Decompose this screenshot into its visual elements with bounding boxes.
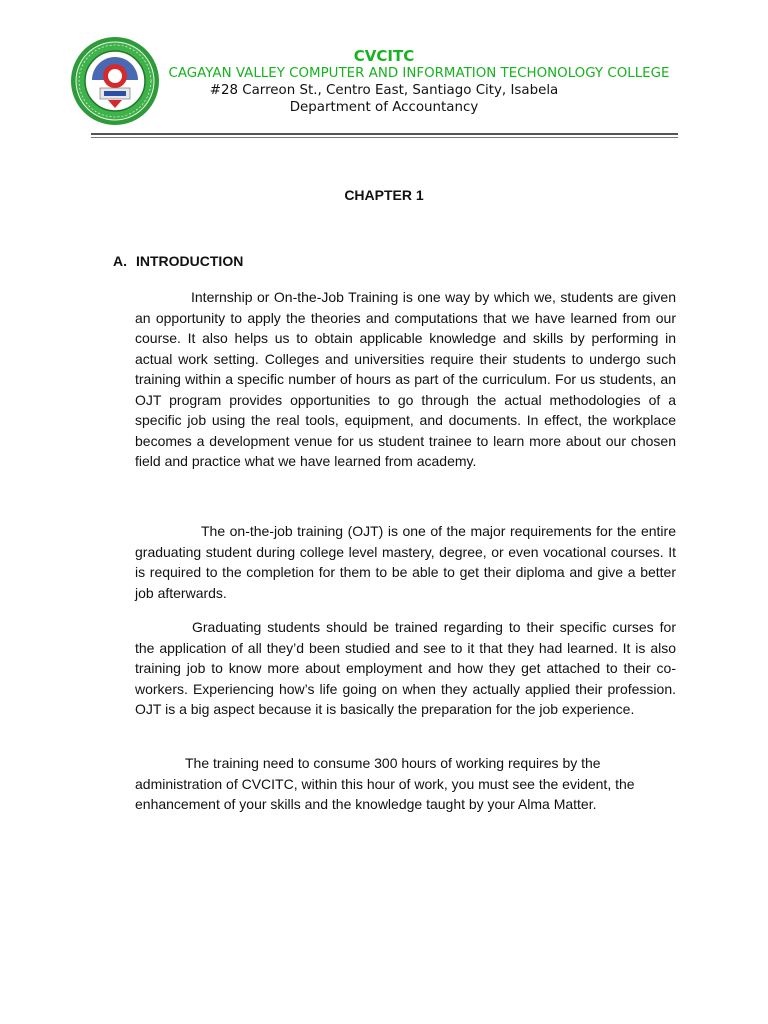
section-heading [113,253,243,269]
paragraph: Internship or On-the-Job Training is one way by which we, students are given an opportunity to apply the theories and computations that we have learned from our course. It also helps us to obtain applicable knowledge and skills by performing in actual work setting. Colleges and universities require their students to undergo such training within a specific number of hours as part of the curriculum. For us students, an OJT program provides opportunities to go through the actual methodologies of a specific job using the real tools, equipment, and documents. In effect, the workplace becomes a development venue for us student trainee to learn more about our chosen field and practice what we have learned from academy. [135,289,676,469]
header-divider-thin [91,137,678,138]
department-name: Department of Accountancy [289,100,479,115]
college-acronym: CVCITC [353,47,415,65]
paragraph: Graduating students should be trained regarding to their specific curses for the application of all they’d been studied and see to it that they had learned. It is also training job to know more about employment and how they get attached to their co-workers. Experiencing how’s life going on when they actually applied their profession. OJT is a big aspect because it is basically the preparation for the job experience. [135,619,676,717]
paragraph: The training need to consume 300 hours of working requires by the administration of CVCITC, within this hour of work, you must see the evident, the enhancement of your skills and the knowledge taught by your Alma Matter. [135,755,635,812]
college-address: #28 Carreon St., Centro East, Santiago City, Isabela [209,83,559,98]
chapter-title: CHAPTER 1 [344,187,424,203]
header-divider-thick [91,133,678,135]
paragraph: The on-the-job training (OJT) is one of the major requirements for the entire graduating student during college level mastery, degree, or even vocational courses. It is required to the completion for them to be able to get their diploma and give a better job afterwards. [135,523,676,601]
college-name: CAGAYAN VALLEY COMPUTER AND INFORMATION TECHONOLOGY COLLEGE [168,66,670,81]
section-number: A. [113,253,127,269]
section-title: INTRODUCTION [136,253,244,269]
